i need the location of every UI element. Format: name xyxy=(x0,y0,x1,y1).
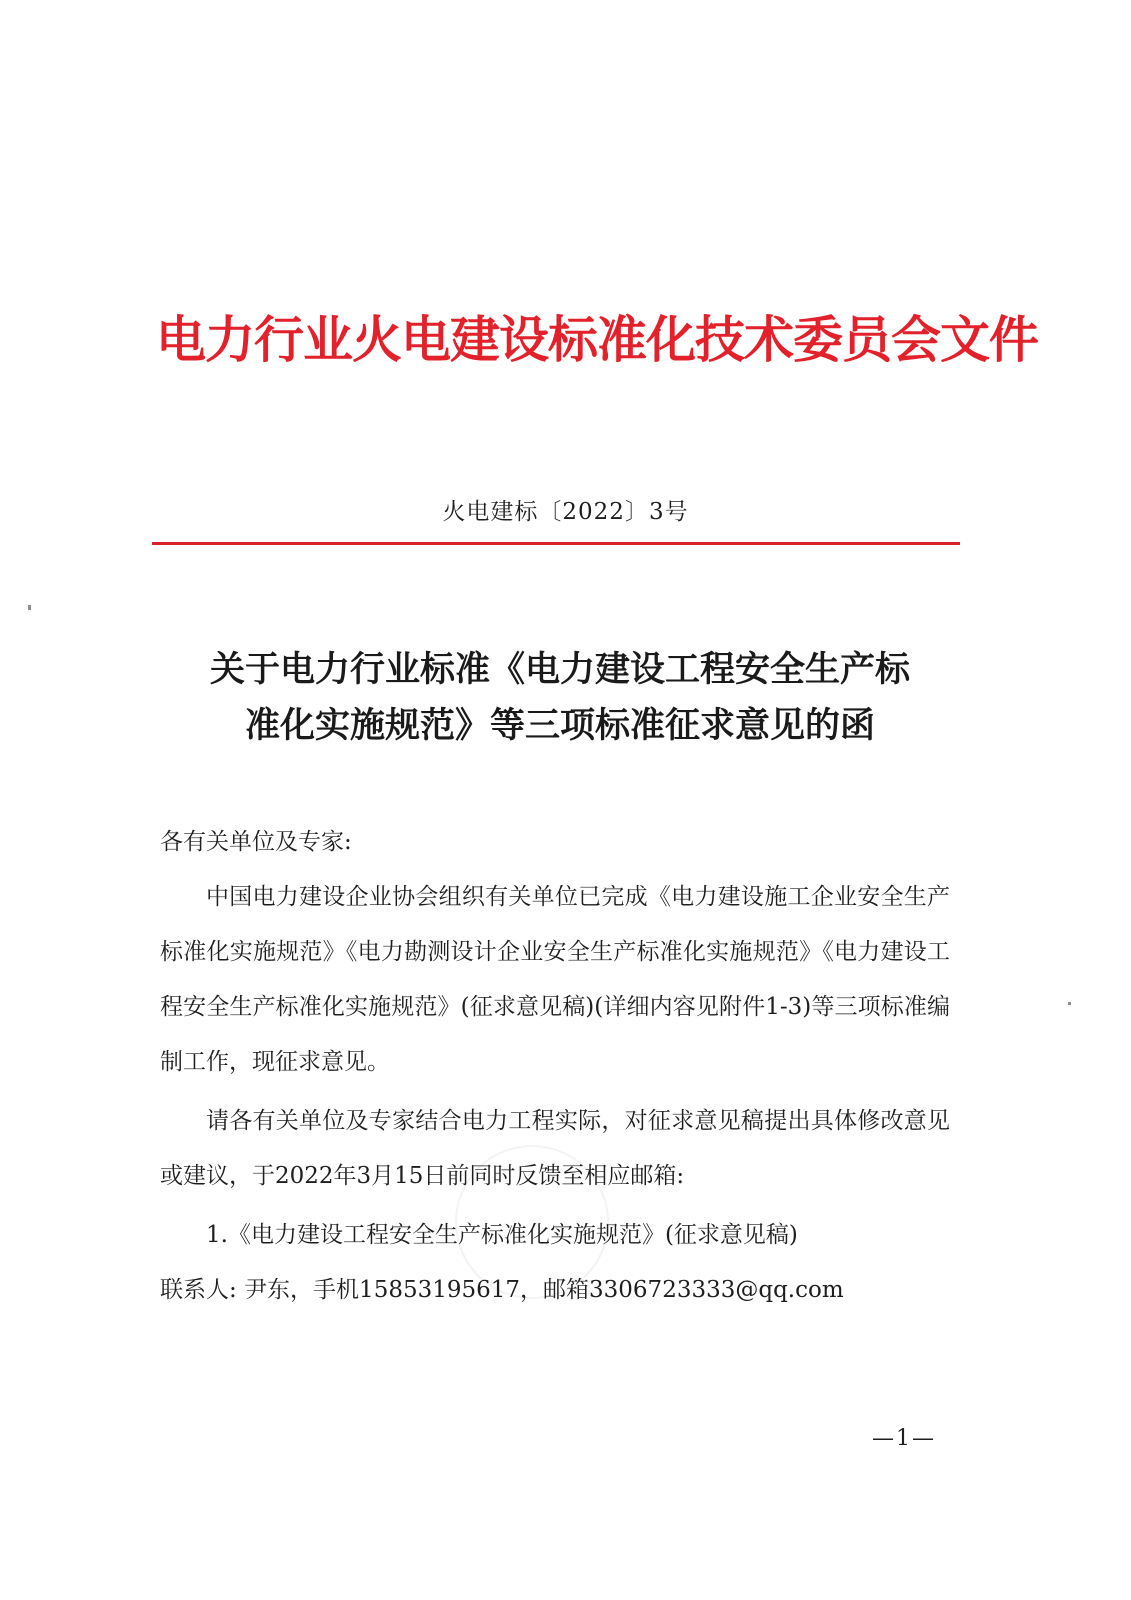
attachment-item-1: 1.《电力建设工程安全生产标准化实施规范》(征求意见稿) xyxy=(206,1222,798,1248)
salutation: 各有关单位及专家: xyxy=(160,829,352,855)
issuing-organization-title: 电力行业火电建设标准化技术委员会文件 xyxy=(156,311,1038,369)
body-paragraph-1: 中国电力建设企业协会组织有关单位已完成《电力建设施工企业安全生产标准化实施规范》《电力勘测设计企业安全生产标准化实施规范》《电力建设工程安全生产标准化实施规范》(征求意见稿)(详细内容见附件1-3)等三项标准编制工作，现征求意见。 xyxy=(160,884,950,1075)
document-subject xyxy=(160,642,960,754)
body-paragraph-2: 请各有关单位及专家结合电力工程实际，对征求意见稿提出具体修改意见或建议，于2022年3月15日前同时反馈至相应邮箱: xyxy=(160,1108,950,1189)
red-separator-line xyxy=(152,542,960,545)
subject-line-1: 关于电力行业标准《电力建设工程安全生产标 xyxy=(209,650,910,690)
subject-line-2: 准化实施规范》等三项标准征求意见的函 xyxy=(244,706,875,746)
letter-body xyxy=(160,815,950,1318)
document-number: 火电建标〔2022〕3号 xyxy=(442,499,689,525)
scan-mark xyxy=(28,605,31,610)
contact-line-1: 联系人: 尹东，手机15853195617，邮箱3306723333@qq.com xyxy=(160,1277,844,1303)
page-number: —1— xyxy=(872,1426,936,1451)
scan-mark xyxy=(1068,1002,1071,1005)
